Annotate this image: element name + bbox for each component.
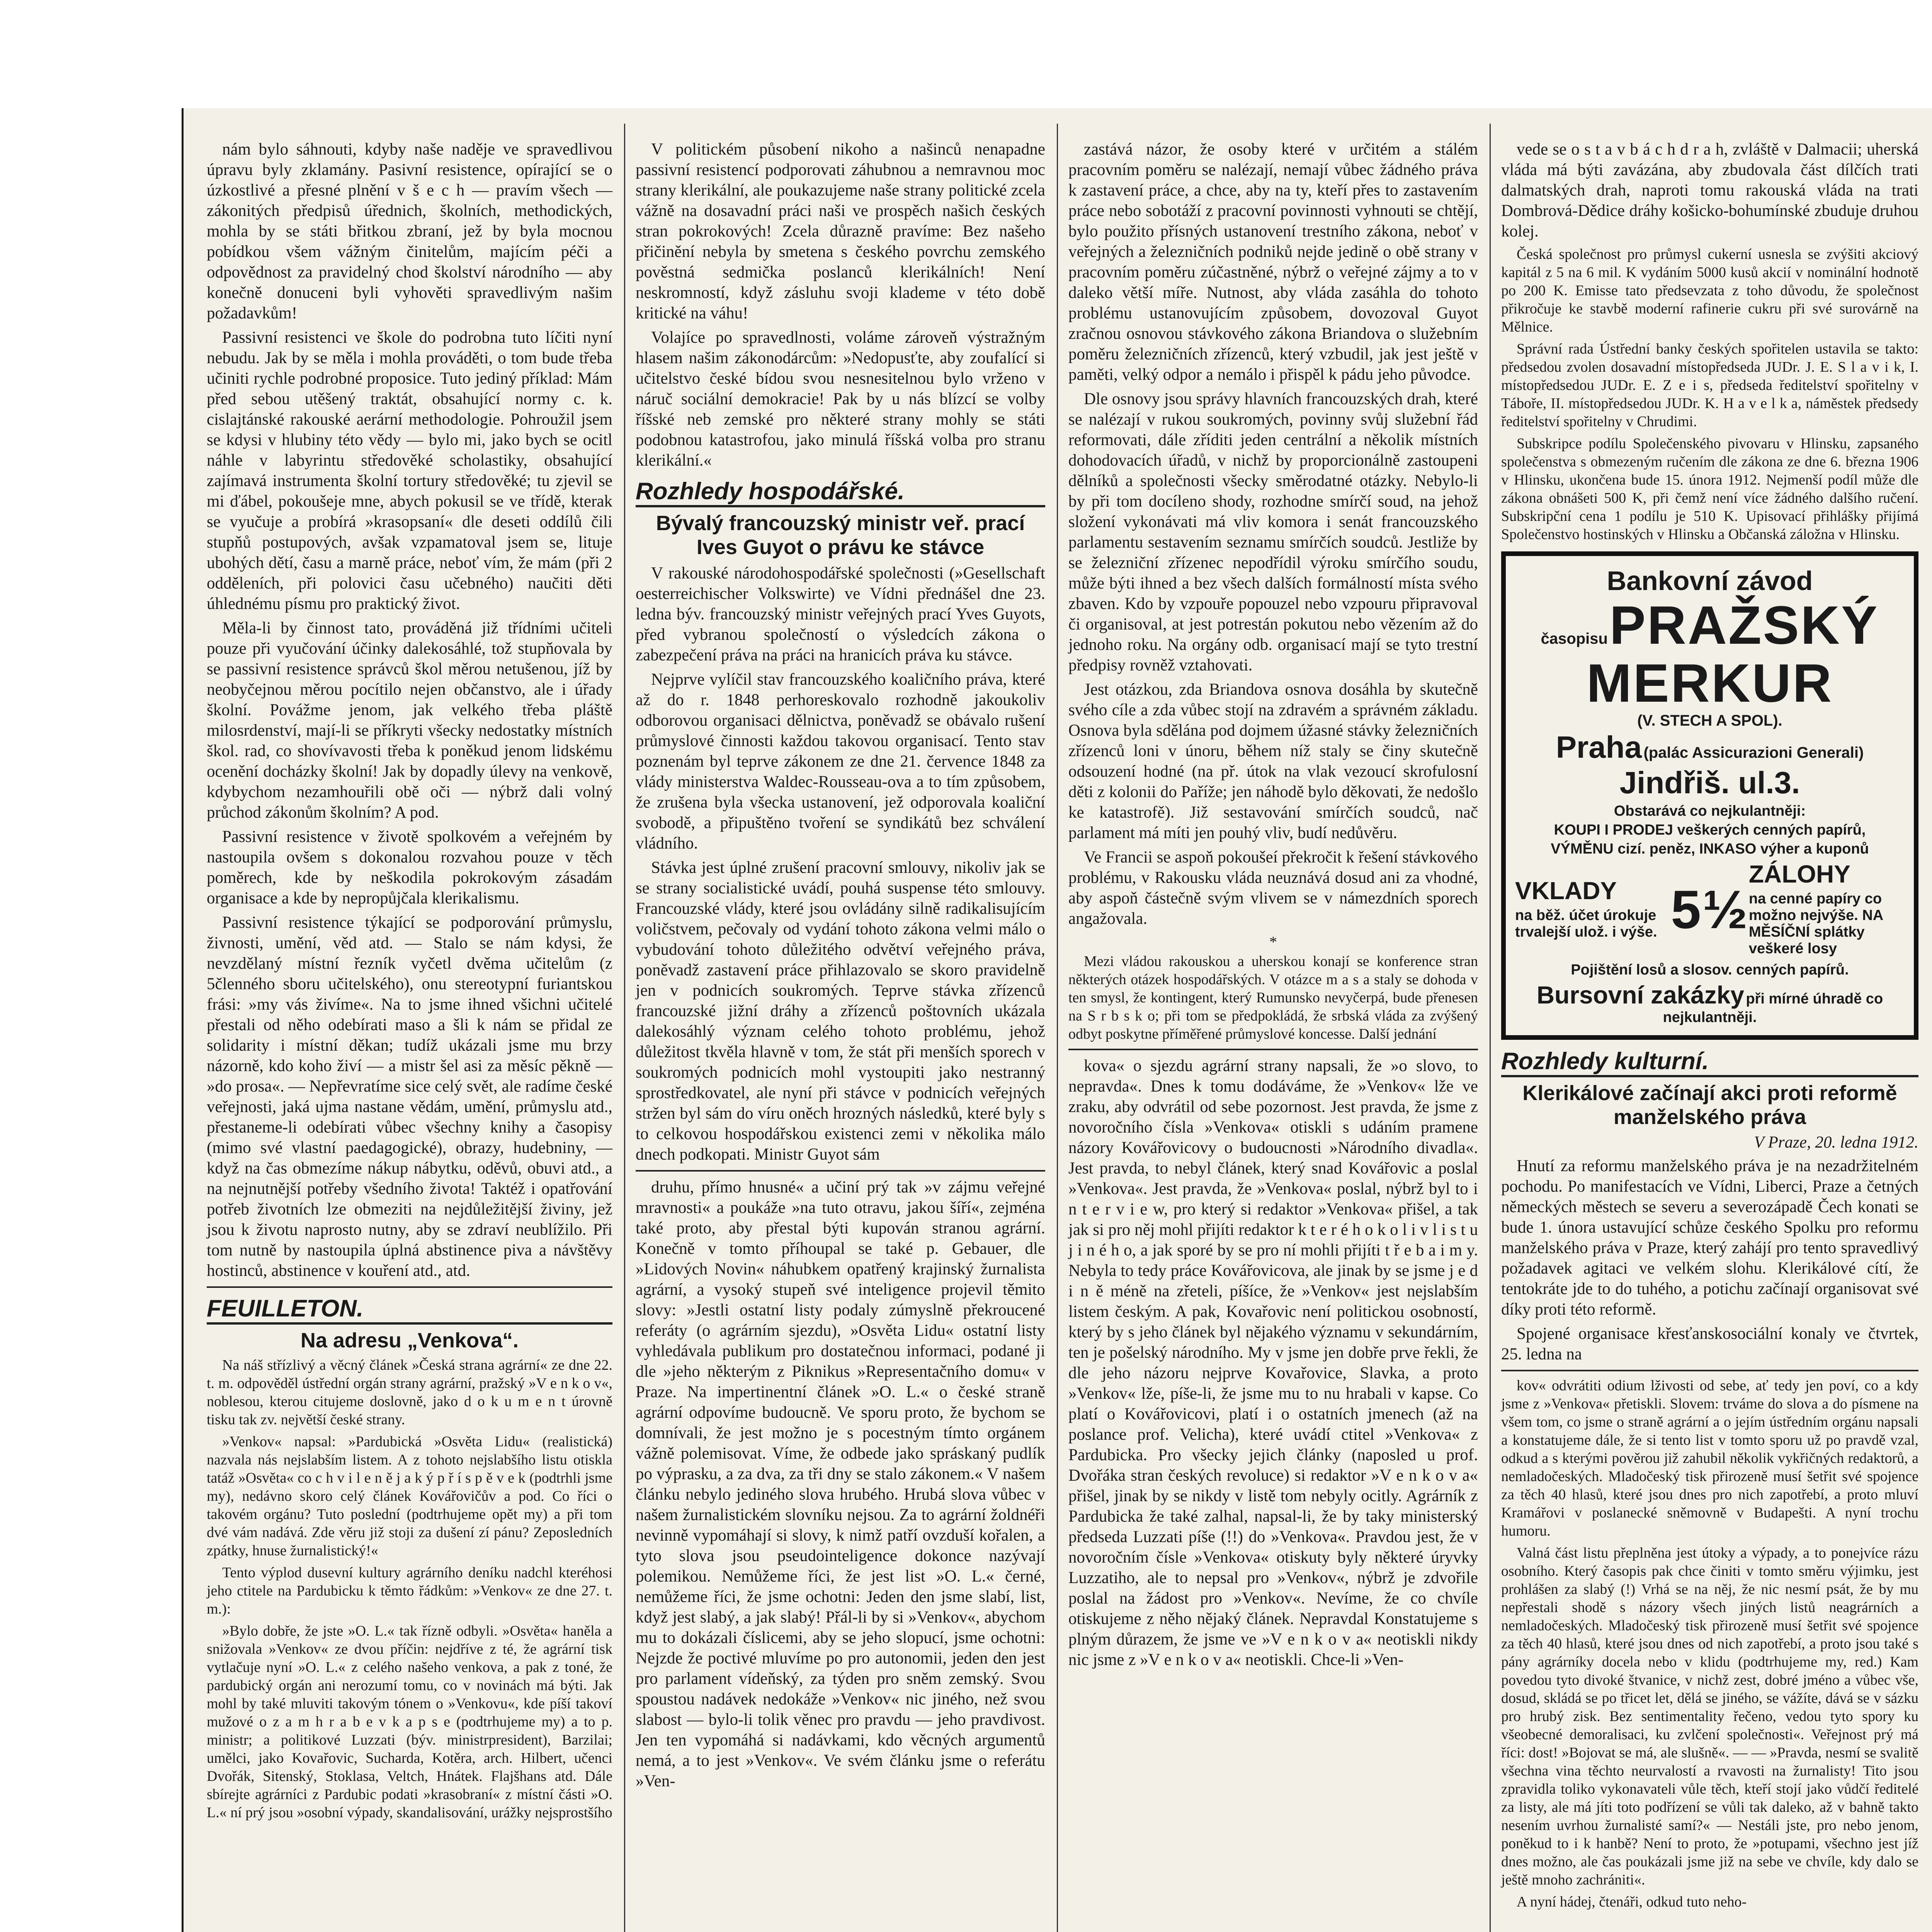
column-4-text (1501, 139, 1918, 242)
ad-street: Jindřiš. ul.3. (1619, 765, 1800, 800)
paragraph: Passivní resistence v životě spolkovém a veřejném by nastoupila ovšem s dokonalou rozvahou pouze v těch poměrech, kde by neškodila pokrokovým zásadám organisace a kde by nepropůjčala klerikalismu. (207, 828, 612, 907)
paragraph: kov« odvrátiti odium lživosti od sebe, ať tedy jen poví, co a kdy jsme z »Venkova« přetiskli. Slovem: trváme do slova a do písmene na všem tom, co jsme o straně agrární a o jejím ústředním orgánu napsali a konstatujeme dále, že si tento list v tomto sporu už po pravdě vzal, odkud a s kterými pověrou již zahubil několik vykřičných redaktorů, a nemladočeských. Mladočeský tisk přirozeně musí šetřit své spojence za těch 40 hlasů, které jsou dnes pro nich zapotřebí, a proto mluví Kramářovi v poslanecké sněmovně v Budapešti. A nyní trochu humoru. (1501, 1378, 1918, 1539)
section-head-economy: Rozhledy hospodářské. (636, 478, 1045, 507)
ad-side-label: časopisu (1541, 630, 1608, 647)
column-4 (1501, 139, 1918, 1915)
paragraph: Subskripce podílu Společenského pivovaru v Hlinsku, zapsaného společenstva s obmezeným ručením dle zákona ze dne 6. března 1906 v Hlinsku, ukončena bude 15. února 1912. Nejmenší podíl může dle zákona obnášeti 500 K, při čemž není více žádného dalšího ručení. Subskripční cena 1 podílu je 510 K. Upisovací přihlášky přijímá Společenstvo hostinských v Hlinsku a Občanská záložna v Hlinsku. (1501, 435, 1918, 543)
feuilleton-text (207, 1356, 612, 1822)
divider (636, 1170, 1045, 1172)
ad-vklady (1515, 876, 1671, 943)
paragraph: Správní rada Ústřední banky českých spořitelen ustavila se takto: předsedou zvolen dosavadní místopředseda JUDr. J. E. S l a v i k, I. místopředsedou JUDr. E. Z e i s, předseda ředitelství spořitelny v Táboře, II. místopředsedou JUDr. K. H a v e l k a, náměstek předsedy ředitelství spořitelny v Chrudimi. (1501, 341, 1918, 430)
ad-zalohy-note: na cenné papíry co možno nejvýše. NA MĚSÍČNÍ splátky veškeré losy (1748, 891, 1883, 957)
column-rule (1057, 124, 1058, 1932)
ad-note: Obstarává co nejkulantněji: (1614, 803, 1806, 819)
advertisement-prazsky-merkur (1501, 551, 1918, 1040)
ad-name: PRAŽSKÝ MERKUR (1586, 595, 1879, 713)
divider (207, 1286, 612, 1288)
ad-city: Praha (1556, 730, 1642, 764)
ad-title: Bankovní závod (1607, 566, 1813, 596)
paragraph: »Venkov« napsal: »Pardubická »Osvěta Lidu« (realistická) nazvala nás nejslabším listem. A z tohoto nejslabšího listu otiskla tatáž »Osvěta« co c h v i l e n ě j a k ý p ř í s p ě v e k (podtrhli jsme my), nedávno skoro celý článek Kovářovičův a pod. Co říci o takovém orgánu? Tuto poslední (podtrhujeme opět my) a při tom dvé vám nadává. Zde věru již stoji za dušení zí pánu? Zeposledních zpátky, hnuse žurnalistický!« (207, 1434, 612, 1559)
news-item: Mezi vládou rakouskou a uherskou konají se konference stran některých otázek hospodářských. V otázce m a s a staly se dohoda v ten smysl, že kontingent, který Rumunsko nevyčerpá, bude přenesen na S r b s k o; při tom se předpokládá, že srbská vláda za zvýšený odbyt poskytne příměřené průmyslové koncesse. Další jednání (1068, 953, 1478, 1042)
feuilleton-continuation: kova« o sjezdu agrární strany napsali, že »o slovo, to nepravda«. Dnes k tomu dodáváme, že »Venkov« lže ve zraku, aby odvrátil od sebe pozornost. Jest pravda, že jsme z novoročního čísla »Venkova« otiskli s udáním pramene názory Kovářovicovy o budoucnosti »Národního divadla«. Jest pravda, to nebyl článek, který snad Kovářovic a poslal »Venkova«. Jest pravda, že »Venkova« poslal, nýbrž byl to i n t e r v i e w, pro který si redaktor »Venkova« přišel, a tak jak si pro něj mohl přijíti redaktor k t e r é h o k o l i v l i s t u j i n é h o, a jak sporé by se pro ní mohli přijíti t ř e b a i m y. Nebyla to tedy práce Kovářovicova, ale jinak by se jsme j e d i n ě méně na zřeteli, píšíce, že »Venkov« jest nejslabším listem českým. A pak, Kovařovic není politickou osobností, který by s jeho článek byl nějakého významu v sekundárním, ten je pošelský národního. My v jsme jen dobře prve řekli, že dle jeho názoru nejprve Kovařovice, Slavka, a proto »Venkov« lže, píše-li, že jsme mu to nu hrabali v kapse. Co platí o Kovářovicovi, platí i o ostatních jmenech (až na poslance prof. Velicha), které uvádí ctitel »Venkova« z Pardubicka. Pro všecky jejich články (naposled u prof. Dvořáka stran českých revoluce) si redaktor »V e n k o v a« přišel, jinak by se nikdy v listě tom nebyly ocitly. Agrárník z Pardubicka že také zalhal, napsal-li, že by taky ministerský předseda Luzzati píše (!!) do »Venkova«. Pravdou jest, že v novoročním čísle »Venkova« otiskuty byly některé úryvky Luzzatiho, ale to nepsal pro »Venkov«, nýbrž je zdvořile poslal na žádost pro »Venkov«. Nevíme, že co chvíle otiskujeme z něho nějaký článek. Nepravdal Konstatujeme s plným důrazem, že jsme ve »V e n k o v a« neotiskli nikdy nic jsme z »V e n k o v a« neotiskli. Chce-li »Ven- (1068, 1057, 1478, 1669)
article-title-guyot: Bývalý francouzský ministr veř. prací Ives Guyot o právu ke stávce (656, 512, 1025, 559)
divider (1068, 1049, 1478, 1050)
column-2-text (636, 139, 1045, 471)
paragraph: Passivní resistence týkající se podporování průmyslu, živnosti, umění, věd atd. — Stalo se nám kdysi, že nevzdělaný místní řezník vyčetl dvěma učitelům (z 5členného sboru učitelského), onu stereotypní furiantskou frási: »my vás živíme«. Na to jsme ihned všichni učitelé přestali od něho odebírati maso a šli k nám se přidal ze solidarity i místní děkan; tudíž ukázali jsme mu brzy názorně, kdo koho živí — a mistr šel asi za měsíc pěkně — »do prosa«. — Nepřevratíme sice celý svět, ale radíme české veřejnosti, jaká ujma nastane vědám, umění, průmyslu atd., přestaneme-li odebírati vůbec všechny knihy a časopisy (mimo své vlastní paedagogické), obrazy, hudebniny, — když na čas obmezíme nákup nábytku, oděvů, obuvi atd., a na nejnutnější potřeby všedního života! Taktéž i opatřování potřeb životních lze obmeziti na nejdůležitější živiny, jež jsou k životu naprosto nutny, aby se zdraví neublížilo. Při tom nutně by nastoupila úplná abstinence piva a návštěvy hostinců, abstinence v kouření atd., atd. (207, 913, 612, 1280)
ad-bursovni-note: při mírné úhradě co nejkulantněji. (1663, 991, 1883, 1026)
news-items (1501, 245, 1918, 544)
paragraph: »Bylo dobře, že jste »O. L.« tak řízně odbyli. »Osvěta« haněla a snižovala »Venkov« ze dvou příčin: nejdříve z té, že agrární tisk vytlačuje nyní »O. L.« z celého našeho venkova, a pak z toné, že pardubický orgán ani nerozumí tomu, co v novinách má býti. Jak mohl by také mluviti takovým tónem o »Venkovu«, kde píší takoví mužové o z a m h r a b e v k a p s e (podtrhujeme my) a to p. ministr; a politikové Luzzati (býv. ministrpresident), Barzilai; umělci, jako Kovařovic, Sucharda, Kotěra, arch. Hilbert, učenci Dvořák, Sitenský, Stoklasa, Veltch, Hnátek. Flajšhans atd. Dále sbírejte agrárníci z Pardubic podati »krasobraní« z místní části »O. L.« ní prý jsou »osobní výpady, skandalisování, urážky nejsprostšího (207, 1623, 612, 1821)
newspaper-page (182, 108, 1932, 1932)
feuilleton-title: Na adresu „Venkova“. (300, 1329, 519, 1352)
paragraph: Spojené organisace křesťanskosociální konaly ve čtvrtek, 25. ledna na (1501, 1325, 1918, 1363)
separator-star: * (1269, 933, 1277, 951)
paragraph: Dle osnovy jsou správy hlavních francouzských drah, které se nalézají v rukou soukromých, povinny svůj služební řád reformovati, dále zříditi jeden centrální a několik místních dohodovacích úřadů, v nichž by proporcionálně zastoupeni dělníků a společnosti všecky směrodatné otázky. Nebylo-li by při tom docíleno shody, rozhodne smírčí soud, na jehož složení vykonávati má vliv komora i senát francouzského parlamentu sestavením seznamu smírčích soudců. Jestliže by se železniční zřízenec nepodřídil výroku smírčího soudu, může býti ihned a bez všech dalších formálností místa svého zbaven. Kdo by vzpouře popouzel nebo vzpouru připravoval či organisoval, at jest potrestán pokutou nebo vězením až do jednoho roku. Na orgány odb. organisací mají se tyto trestní předpisy rovněž vztahovati. (1068, 390, 1478, 674)
paragraph: V politickém působení nikoho a našinců nenapadne passivní resistencí podporovati záhubnou a nemravnou moc strany klerikální, ale poukazujeme naše strany politické zcela vážně na dosavadní práci naši ve prospěch našich českých stran pokrokových! Zcela důrazně pravíme: Bez našeho přičinění nebyla by smetena s českého povrchu zemského pověstná sedmička poslanců klerikálních! Není neskromností, když zásluhu svoji klademe v této době kritické na váhu! (636, 140, 1045, 322)
paragraph: Jest otázkou, zda Briandova osnova dosáhla by skutečně svého cíle a zda vůbec stojí na zdravém a správném základu. Osnova byla sdělána pod dojmem úžasné stávky železničních zřízenců loni v únoru, během níž staly se činy skutečně odsouzení hodné (na př. útok na vlak vezoucí skrofulosní děti z kolonii do Paříže; jen náhodě bylo děkovati, že nedošlo ke katastrofě). Již sestavování smírčích soudců, nač parlament má míti jen pouhý vliv, budí nedůvěru. (1068, 680, 1478, 842)
ad-percent: 5½ (1671, 879, 1749, 940)
column-2 (636, 139, 1045, 1795)
ad-vklady-note: na běž. účet úrokuje trvalejší ulož. i výše. (1515, 907, 1657, 940)
paragraph: Na náš střízlivý a věcný článek »Česká strana agrární« ze dne 22. t. m. odpověděl ústřední orgán strany agrární, pražský »V e n k o v«, noblesou, kterou citujeme doslovně, jako d o k u m e n t úrovně tisku tak zv. největší české strany. (207, 1357, 612, 1428)
ad-name-row (1515, 596, 1905, 712)
paragraph: Ve Francii se aspoň pokoušeí překročit k řešení stávkového problému, v Rakousku vláda neuznává dosud ani za vhodné, aby aspoň částečně svým vlivem se v námezdních sporech angažovala. (1068, 848, 1478, 928)
article-clericals-text (1501, 1156, 1918, 1364)
ad-bursovni (1515, 981, 1905, 1026)
ad-line-1: KOUPI I PRODEJ veškerých cenných papírů, (1554, 822, 1866, 838)
column-3-text (1068, 139, 1478, 929)
ad-address (1515, 730, 1905, 801)
paragraph: Tento výplod dusevní kultury agrárního deníku nadchl kteréhosi jeho ctitele na Pardubicku k těmto řádkům: »Venkov« ze dne 27. t. m.): (207, 1565, 612, 1617)
paragraph: A nyní hádej, čtenáři, odkud tuto neho- (1517, 1894, 1747, 1910)
paragraph: Hnutí za reformu manželského práva je na nezadržitelném pochodu. Po manifestacích ve Vídni, Liberci, Praze a četných německých městech se severu a severozápadě Čech konati se bude 1. února ustavující schůze českého Spolku pro reformu manželského práva v Praze, který zahájí pro tento spravedlivý požadavek agitaci ve velkém slohu. Klerikálové cítí, že tentokráte jde to do tuhého, a potichu začínají organisovat své díky proti této reformě. (1501, 1157, 1918, 1318)
ad-line-2: VÝMĚNU cizí. peněz, INKASO výher a kuponů (1551, 841, 1869, 857)
paragraph: Nejprve vylíčil stav francouzského koaličního práva, které až do r. 1848 perhoreskovalo rozhodně jakoukoliv odborovou organisaci dělnictva, poněvadž se obávalo rušení průmyslové činnosti každou takovou organisací. Tento stav poznenám byl teprve zákonem ze dne 21. července 1848 za vlády ministerstva Waldec-Rousseau-ova a to tím způsobem, že zrušena byla všecka ustanovení, jež odporovala koaliční svobodě, a připuštěno tvoření se syndikátů bez schválení vládního. (636, 670, 1045, 852)
paragraph: Stávka jest úplné zrušení pracovní smlouvy, nikoliv jak se se strany socialistické uvádí, pouhá suspense této smlouvy. Francouzské vlády, které jsou ovládány silně radikalisujícím voličstvem, pečovaly od vydání tohoto zákona velmi málo o vybudování tohoto důležitého odvětví veřejného práva, poněvadž zastavení práce přihlazovalo se skoro pravidelně jen v podnicích soukromých. Teprve stávka zřízenců francouzské jižní dráhy a zřízenců poštovních ukázala dalekosáhlý význam celého tohoto problému, jehož důležitost tkvěla hlavně v tom, že stát při menších sporech v soukromých podnicích mohl vystoupiti jako nestranný sprostředkovatel, ale nyní při stávce v podnicích veřejných stržen byl sám do víru oněch hrozných následků, které byly s to celkovou hospodářskou existenci zemi v několika málo dnech podkopati. Ministr Guyot sám (636, 859, 1045, 1163)
paragraph: vede se o s t a v b á c h d r a h, zvláště v Dalmacii; uherská vláda má býti zavázána, aby zbudovala část dílčích trati dalmatských drah, naproti tomu rakouská vláda na trati Dombrová-Dědice dráhy košicko-bohumínské zbuduje druhou kolej. (1501, 140, 1918, 240)
feuilleton-label: FEUILLETON. (207, 1295, 612, 1325)
paragraph: Valná část listu přeplněna jest útoky a výpady, a to ponejvíce rázu osobního. Který časopis pak chce činiti v tomto směru výjimku, jest prohlášen za slabý (!) Vrhá se na něj, že nic nesmí psát, že by mu nepřestali shodě s názory všech jiných listů neagrárních a nemladočeských. Mladočeský tisk přirozeně musí šetřit své spojence za těch 40 hlasů, které jsou dnes od nich zapotřebí, a proto jsou také s pány agrárníky docela nebo v klidu (podtrhujeme my, red.) Kam povedou tyto divoké štvanice, v nichž zest, dobré jméno a vůbec vše, dosud, skládá se po třicet let, dělá se jiného, se vážíte, dává se v sázku pro hrubý zisk. Bez sentimentality řečeno, vedou tyto spory ku všeobecné demoralisaci, ku zvlčení společnosti«. Veřejnost prý má říci: dost! »Bojovat se má, ale slušně«. — — »Pravda, nesmí se svalitě všechna vina těchto neurvalostí a rvavosti na žurnalisty! Tito jsou zpravidla toliko vykonavateli vůle těch, kteří stojí jako vůdčí ředitelé za listy, ale má jíti toto podřízení se vůli tak daleko, až v bahně takto nesením uvrhou žurnalisté samí?« — Nestáli jste, pro nebo jenom, poněkud to i k hanbě? Není to proto, že »potupami, všechno jest jíž dnes možno, ale čas poukázali jsme již na sebe ve chvíle, kdy dalo se ještě mnoho zachrániti«. (1501, 1545, 1918, 1888)
feuilleton-continuation (1501, 1377, 1918, 1911)
paragraph: nám bylo sáhnouti, kdyby naše naděje ve spravedlivou úpravu byly zklamány. Pasivní resistence, opírající se o úzkostlivé a přesné plnění v š e c h — pravím všech — zákonitých předpisů úřednich, školních, methodických, mohla by se státi břitkou zbraní, jež by byla mocnou pobídkou všem vážným činitelům, majícím péči a odpovědnost za pravidelný chod školství národního — aby konečně donuceni byli vyhověti spravedlivým našim požadavkům! (207, 140, 612, 322)
ad-vklady-label: VKLADY (1515, 877, 1617, 905)
article-guyot-text (636, 563, 1045, 1165)
feuilleton-continuation: druhu, přímo hnusné« a učiní prý tak »v zájmu veřejné mravnosti« a poukáže »na tuto otravu, jakou šíří«, zejména také proto, aby přestal býti kupován stranou agrární. Konečně v tomto příhoupal se také p. Gebauer, dle »Lidových Novin« náhubkem opatřený krajinský žurnalista agrární, a vysoký stupeň své inteligence projevil těmito slovy: »Jestli ostatní listy podaly zúmyslně překroucené referáty (o agrárním sjezdu), »Osvěta Lidu« ostatní listy vyhledávala publikum pro dostatečnou informaci, podané ji dle »jeho některým z Piknikus »Representačního domu« v Praze. Na impertinentní článek »O. L.« o české straně agrární odpovíme budoucně. Ve sporu proto, že bychom se domnívali, že jest možno je s pocestným tímto orgánem vážně polemisovat. Víme, že odbede jako spráskaný pudlík po výprasku, a za dva, za tři dny se stalo zákonem.« V našem článku nebylo jediného slova hrubého. Hrubá slova vůbec v našem žurnalistickém slovníku nejsou. Za to agrární žoldnéři nevinně vypomáhají si slovy, k nimž patří ovzduší kořalen, a tyto slova jsou pseudointeligence dokonce nazývají polemikou. Nemůžeme říci, že jest list »O. L.« černé, nemůžeme říci, že jsme ochotni: Jeden den jsme slabí, list, když jest slabý, a jak slabý! Přál-li by si »Venkov«, abychom mu to dokázali číslicemi, aby se jeho slopucí, jsme ochotni: Nejzde že poctivé mluvíme po pro autonomii, jeden den jest pro parlament vídeňský, za týden pro sněm zemský. Svou spoustou nadávek nedokáže »Venkov« nic jiného, než svou slabost — bylo-li tolik věnec pro pravdu — jeho pravdivost. Jen ten vypomáhá si nadávkami, kdo věcných argumentů nemá, a to jest »Venkov«. Ve svém článku jsme o referátu »Ven- (636, 1178, 1045, 1790)
ad-zalohy-label: ZÁLOHY (1748, 860, 1850, 888)
column-1-text (207, 139, 612, 1281)
ad-bursovni-label: Bursovní zakázky (1536, 981, 1744, 1009)
ad-zalohy (1749, 860, 1905, 959)
ad-city-note: (palác Assicurazioni Generali) (1643, 744, 1864, 761)
column-rule (1490, 124, 1491, 1932)
ad-rates (1515, 860, 1905, 959)
column-1 (207, 139, 612, 1826)
ad-firm: (V. STECH A SPOL). (1637, 712, 1782, 729)
column-3 (1068, 139, 1478, 1674)
section-head-culture: Rozhledy kulturní. (1501, 1048, 1918, 1077)
column-rule (624, 124, 625, 1932)
paragraph: Měla-li by činnost tato, prováděná již třídními učiteli pouze při vyučování účinky dalekosáhlé, tož stupňovala by se passivní resistence správců škol měrou netušenou, jíž by neobyčejnou měrou pocítilo nejen občanstvo, ale i úřady školní. Povážme jenom, jak velkého třeba pláště milosrdenství, mají-li se příkryti všecky nedostatky místních škol. rad, co shovívavosti třeba k poněkud jenom lidskému ocenění docházky školní! Jak by dopadly úlevy na venkově, kdybychom nezamhouřili obě oči — nýbrž dali volný průchod zákonům školním? A pod. (207, 619, 612, 821)
paragraph: Passivní resistenci ve škole do podrobna tuto líčiti nyní nebudu. Jak by se měla i mohla prováděti, o tom bude třeba učiniti rychle podrobné proposice. Tuto jediný příklad: Mám před sebou utěšený traktát, obsahující normy c. k. cislajtánské rakouské aerární methodologie. Pohroužil jsem se kdysi v hlubiny této vědy — bylo mi, jako bych se ocitl náhle v labyrintu středověké scholastiky, obsahující zajímavá instrumenta školní tortury středověké; tu zjevil se mi ďábel, pokoušeje mne, abych pokusil se ve třídě, kterak se vyučuje a probírá »krasopsaní« dle deseti oddílů čili stupňů postupových, avšak vzpamatoval jsem se, lituje ubohých dětí, času a marně práce, neboť vím, že mám (při 2 odděleních, při polovici času učebného) naučiti děti úhlednému písmu pro praktický život. (207, 328, 612, 613)
paragraph: V rakouské národohospodářské společnosti (»Gesellschaft oesterreichischer Volkswirte) ve Vídni přednášel dne 23. ledna býv. francouzský ministr veřejných prací Yves Guyots, před vybranou společností o výsledcích zákona o zabezpečení práva na práci na hranicích práva ku stávce. (636, 564, 1045, 664)
article-title-clericals: Klerikálové začínají akci proti reformě manželského práva (1522, 1082, 1897, 1129)
ad-pojisteni: Pojištění losů a slosov. cenných papírů. (1571, 962, 1849, 978)
paragraph: Česká společnost pro průmysl cukerní usnesla se zvýšiti akciový kapitál z 5 na 6 mil. K vydáním 5000 kusů akcií v nominální hodnotě po 200 K. Emisse tato předsevzata z toho důvodu, že společnost přikročuje ke stavbě moderní rafinerie cukru při své surovárně na Mělnice. (1501, 246, 1918, 335)
paragraph: Volajíce po spravedlnosti, voláme zároveň výstražným hlasem našim zákonodárcům: »Nedopusťte, aby zoufalící si učitelstvo české bídou svou nesnesitelnou bylo vrženo v náruč sociální demokracie! Pak by u nás blízcí se volby říšské neb zemské pro některé strany mohly se státi podobnou katastrofou, jako minulá říšská volba pro stranu klerikální.« (636, 328, 1045, 469)
article-dateline: V Praze, 20. ledna 1912. (1754, 1133, 1918, 1151)
paragraph: zastává názor, že osoby které v určitém a stálém pracovním poměru se nalézají, nemají vůbec žádného práva k zastavení práce, a chce, aby na ty, kteří přes to zastavením práce nebo sobotáží z pracovní povinnosti vyhnouti se chtějí, bylo použito přísných ustanovení trestního zákona, neboť v veřejných a železničních podniků nejde jedině o obě strany v pracovním poměru zúčastněné, nýbrž o veřejné zájmy a to v daleko větší míře. Nutnost, aby vláda zasáhla do tohoto problému ustanovujícím způsobem, dovozoval Guyot zračnou osnovou stávkového zákona Briandova o služebním poměru železničních zřízenců, který vzbudil, jak jest ještě v paměti, velký odpor a nemálo i přispěl k pádu jeho původce. (1068, 140, 1478, 384)
divider (1501, 1370, 1918, 1371)
